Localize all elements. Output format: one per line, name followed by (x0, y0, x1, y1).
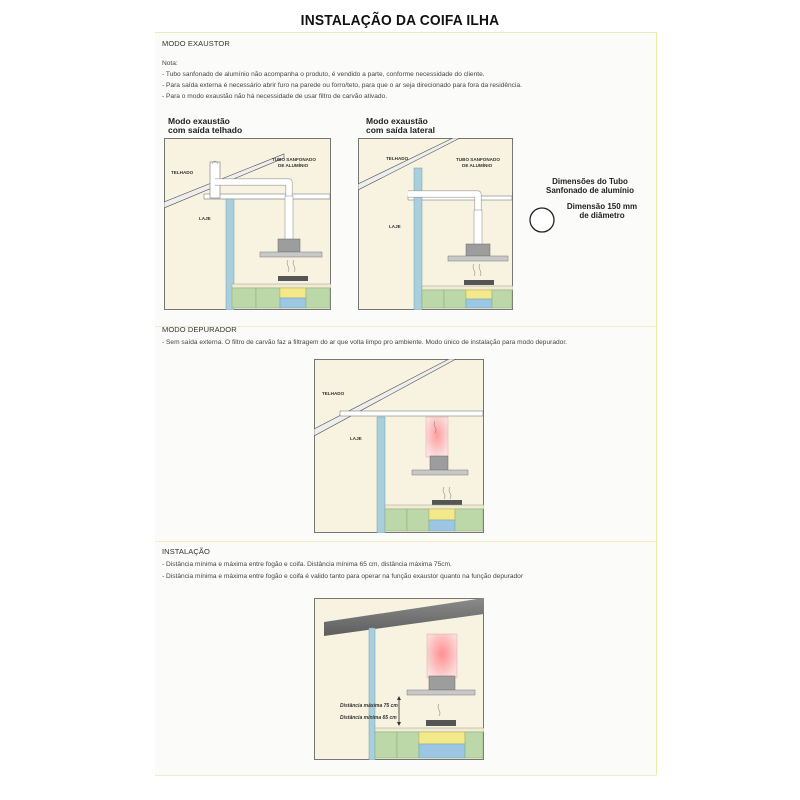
diagram1-laje-label: LAJE (199, 216, 211, 221)
page-title: INSTALAÇÃO DA COIFA ILHA (300, 12, 500, 29)
panel-right-border (656, 32, 657, 774)
dimensions-line3: Dimensão 150 mm (566, 202, 638, 211)
instalacao-line-2: - Distância mínima e máxima entre fogão e coifa é valido tanto para operar na função exaustor quanto na função depurador (162, 573, 524, 580)
depurador-heading: MODO DEPURADOR (162, 325, 237, 334)
diagram1-title-line2: com saída telhado (168, 125, 243, 135)
distancia-maxima-label: Distância máxima 75 cm (340, 703, 398, 709)
diagram2-title-line1: Modo exaustão (366, 116, 428, 126)
distancia-minima-label: Distância mínima 65 cm (340, 715, 397, 721)
diagram2-title-line2: com saída lateral (366, 125, 435, 135)
dimensions-line2: Sanfonado de alumínio (545, 186, 634, 195)
exaustor-heading: MODO EXAUSTOR (162, 39, 230, 48)
diagram2-telhado-label: TELHADO (386, 156, 409, 161)
note-label: Nota: (162, 60, 178, 67)
note-line-1: - Tubo sanfonado de alumínio não acompanha o produto, é vendido a parte, conforme necessidade do cliente. (162, 71, 485, 78)
dimensions-line1: Dimensões do Tubo (552, 177, 628, 186)
note-line-2: - Para saída externa é necessário abrir furo na parede ou forro/teto, para que o ar seja direcionado para fora da residência. (162, 82, 522, 89)
diagram1-title-line1: Modo exaustão (168, 116, 230, 126)
diagram2-tubo-label-line1: TUBO SANFONADO (456, 157, 500, 162)
instalacao-heading: INSTALAÇÃO (162, 547, 210, 556)
diagram2-tubo-label-line2: DE ALUMÍNIO (462, 163, 493, 168)
diagram1-tubo-label-line2: DE ALUMÍNIO (278, 163, 309, 168)
instalacao-illustration (314, 598, 484, 760)
diagram1-telhado-label: TELHADO (171, 170, 194, 175)
depurador-illustration (314, 359, 484, 533)
depurador-text: - Sem saída externa. O filtro de carvão faz a filtragem do ar que volta limpo pro ambiente. Modo único de instalação para modo depurador. (162, 339, 568, 346)
note-line-3: - Para o modo exaustão não há necessidade de usar filtro de carvão ativado. (162, 93, 388, 100)
diagram1-tubo-label-line1: TUBO SANFONADO (272, 157, 316, 162)
dimensions-line4: de diâmetro (579, 211, 625, 220)
depurador-laje-label: LAJE (350, 436, 362, 441)
tube-circle-icon (528, 206, 556, 234)
instalacao-line-1: - Distância mínima e máxima entre fogão e coifa. Distância mínima 65 cm, distância máxima 75cm. (162, 561, 452, 568)
depurador-telhado-label: TELHADO (322, 391, 345, 396)
diagram2-laje-label: LAJE (389, 224, 401, 229)
